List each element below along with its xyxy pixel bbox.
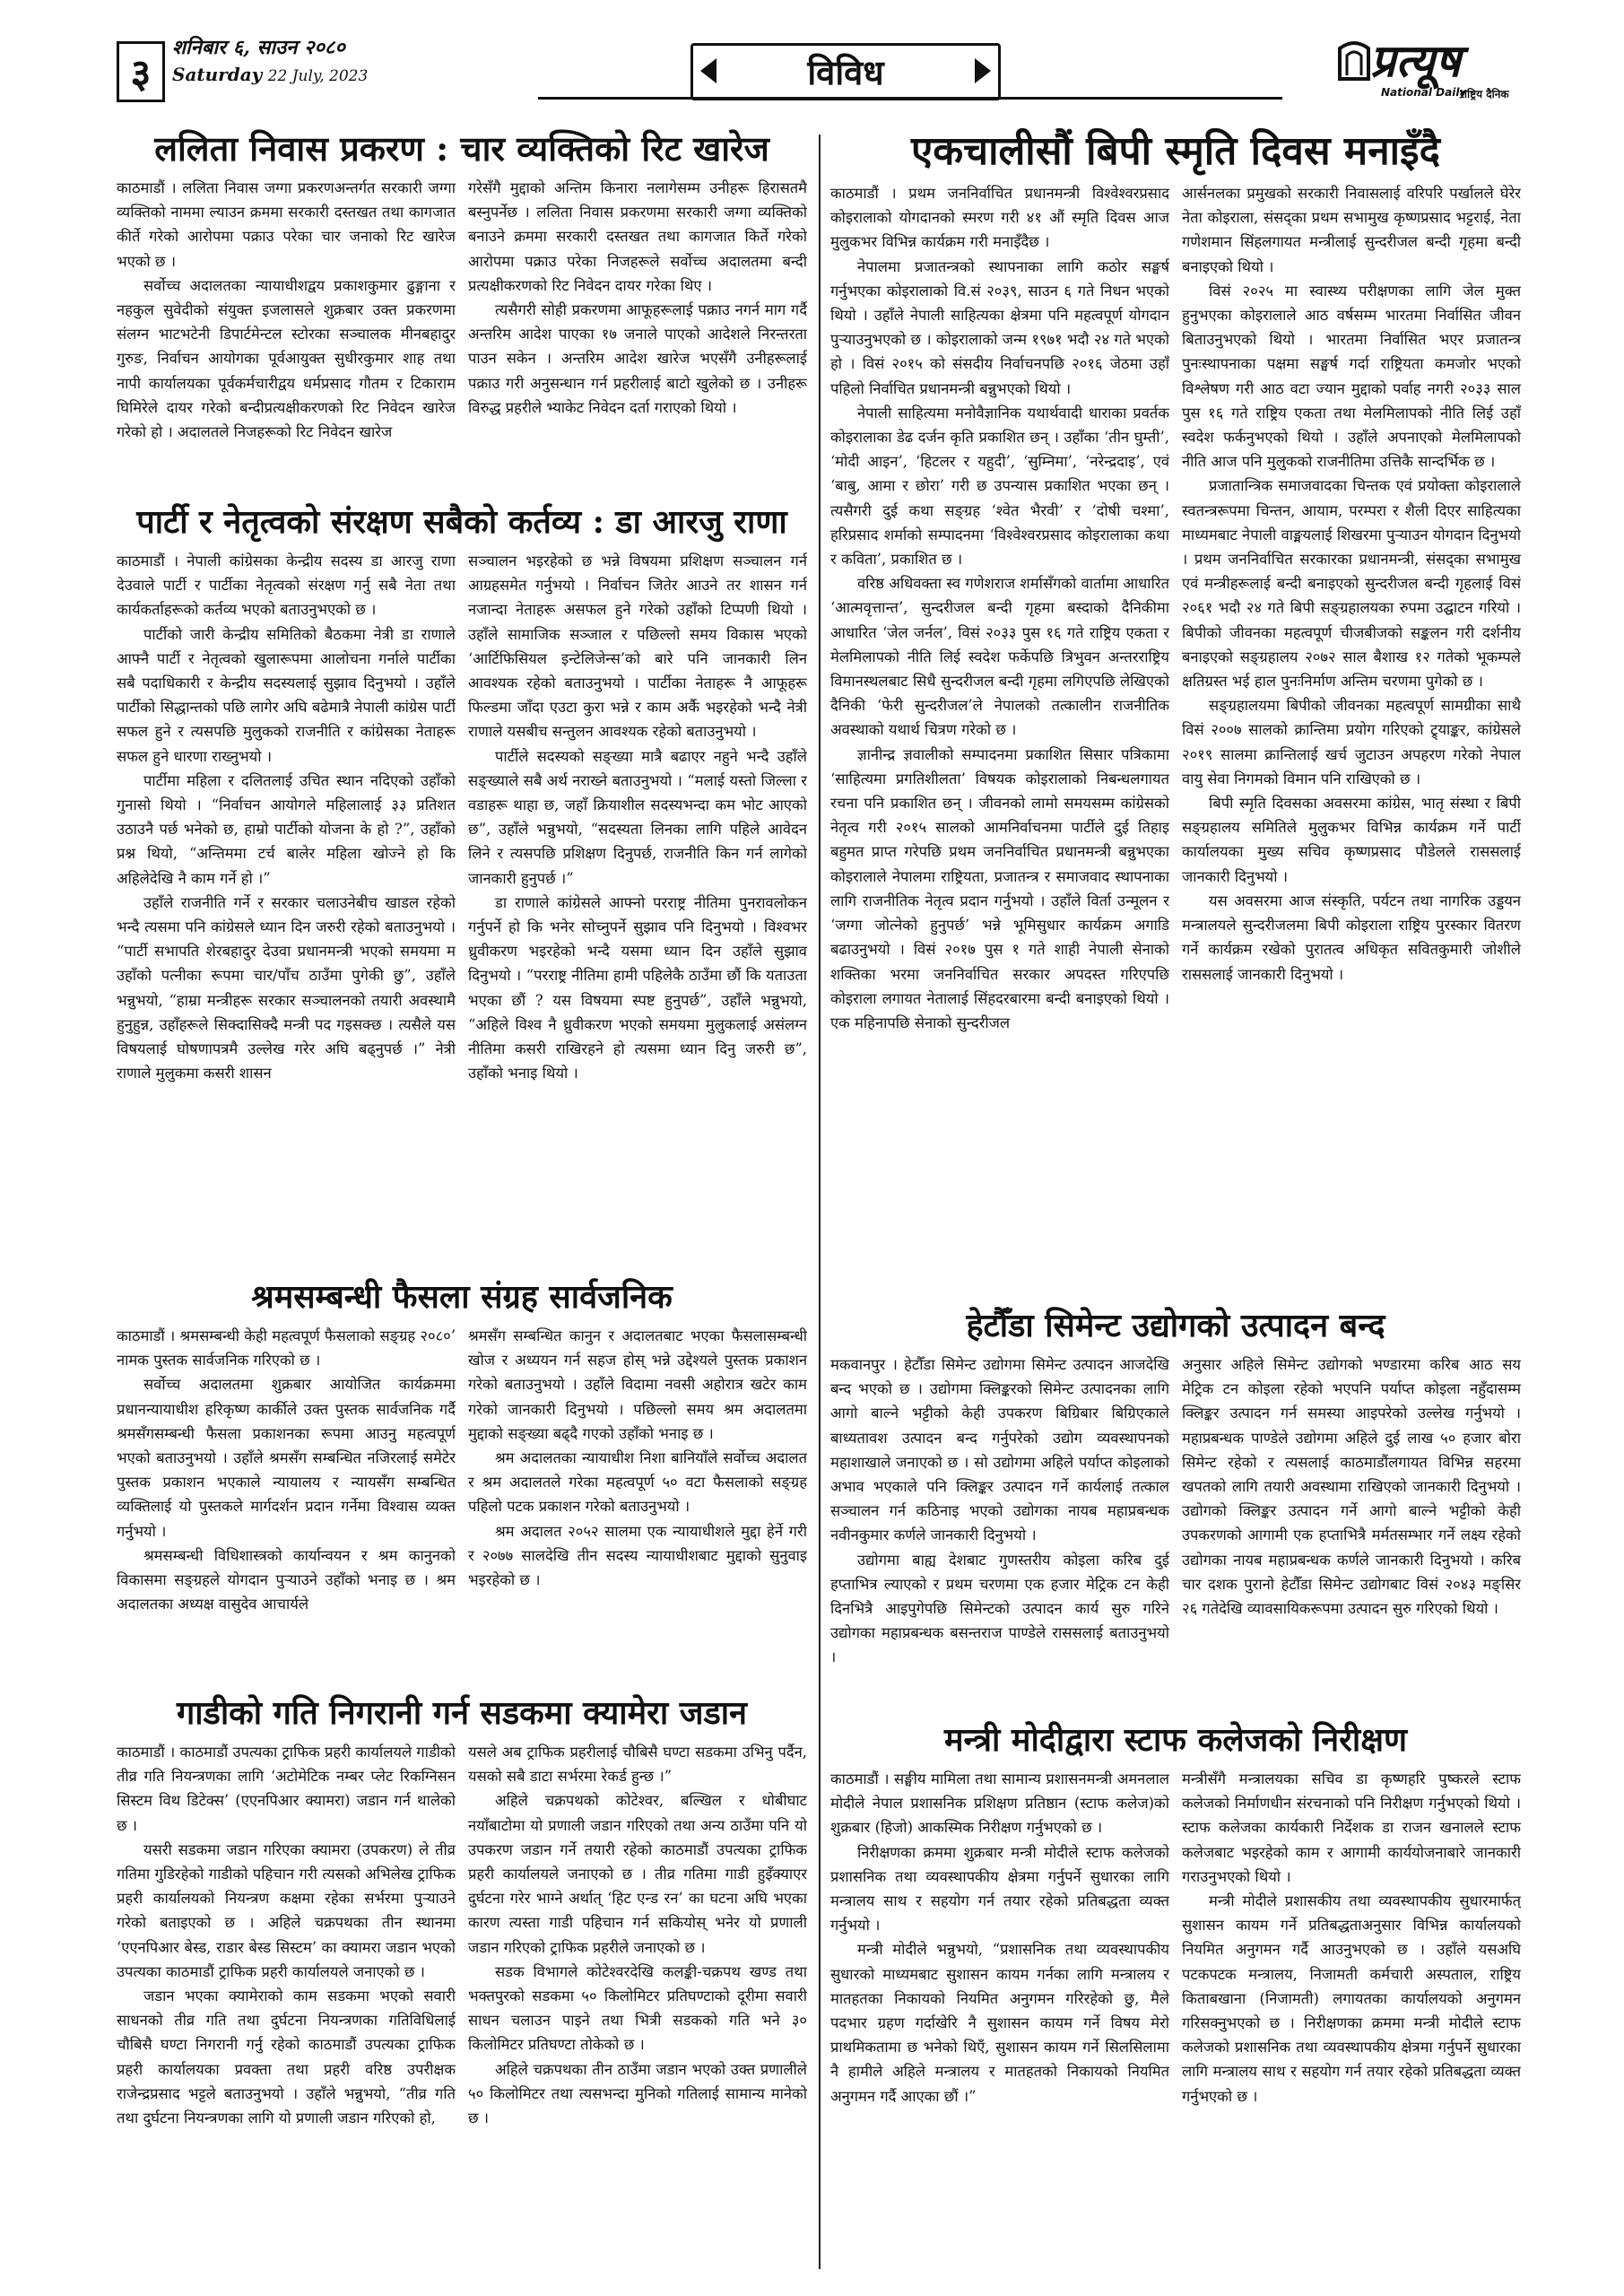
article-lalita bbox=[117, 126, 807, 172]
article-shram bbox=[117, 1274, 807, 1320]
paragraph: सर्वोच्च अदालतमा शुक्रबार आयोजित कार्यक्रममा प्रधानन्यायाधीश हरिकृष्ण कार्कीले उक्त पुस्तक सार्वजनिक गर्दै श्रमसँगसम्बन्धी फैसला प्रकाशनका रूपमा आउनु महत्वपूर्ण भएको बताउनुभयो । उहाँले श्रमसँग सम्बन्धित नजिरलाई समेटेर पुस्तक प्रकाशन भएकाले न्यायालय र न्यायसँग सम्बन्धित व्यक्तिलाई यो पुस्तकले मार्गदर्शन प्रदान गर्नेमा विश्वास व्यक्त गर्नुभयो । bbox=[117, 1376, 456, 1540]
paragraph: काठमाडौं । श्रमसम्बन्धी केही महत्वपूर्ण फैसलाको सङ्ग्रह २०८०’ नामक पुस्तक सार्वजनिक गरिएको छ । bbox=[117, 1327, 456, 1370]
triangle-left-icon bbox=[700, 58, 716, 83]
paragraph: यस अवसरमा आज संस्कृति, पर्यटन तथा नागरिक उड्डयन मन्त्रालयले सुन्दरीजलमा बिपी कोइराला राष्ट्रिय पुरस्कार वितरण गर्ने कार्यक्रम रखेको पुरातत्व अधिकृत सवितकुमारी जोशीले राससलाई जानकारी दिनुभयो । bbox=[1182, 891, 1521, 983]
paragraph: नेपालमा प्रजातन्त्रको स्थापनाका लागि कठोर सङ्घर्ष गर्नुभएका कोइरालाको वि.सं २०३९, साउन ६ गते निधन भएको थियो । उहाँले नेपाली साहित्यका क्षेत्रमा पनि महत्वपूर्ण योगदान पुर्‍याउनुभएको छ । कोइरालाको जन्म १९७१ भदौ २४ गते भएको हो । विसं २०१५ को संसदीय निर्वाचनपछि २०१६ जेठमा उहाँ पहिलो निर्वाचित प्रधानमन्त्री बन्नुभएको थियो । bbox=[830, 257, 1169, 397]
paragraph: नेपाली साहित्यमा मनोवैज्ञानिक यथार्थवादी धाराका प्रवर्तक कोइरालाका डेढ दर्जन कृति प्रकाशित छन् । उहाँका ‘तीन घुम्ती’, ‘मोदी आइन’, ‘हिटलर र यहुदी’, ‘सुम्निमा’, ‘नरेन्द्रदाइ’, एवं ‘बाबु, आमा र छोरा’ गरी छ उपन्यास प्रकाशित भएका छन् । त्यसैगरी दुई कथा सङ्ग्रह ‘श्वेत भैरवी’ र ‘दोषी चश्मा’, हरिप्रसाद शर्माको सम्पादनमा ‘विश्वेश्वरप्रसाद कोइरालाका कथा र कविता’, प्रकाशित छ । bbox=[830, 404, 1169, 569]
triangle-right-icon bbox=[975, 58, 991, 83]
article-column bbox=[830, 1352, 1169, 1711]
paragraph: सञ्चालन भइरहेको छ भन्ने विषयमा प्रशिक्षण सञ्चालन गर्न आग्रहसमेत गर्नुभयो । निर्वाचन जितेर आउने तर शासन गर्न नजान्दा नेताहरू असफल हुने गरेको उहाँको टिप्पणी थियो । उहाँले सामाजिक सञ्जाल र पछिल्लो समय विकास भएको ‘आर्टिफिसियल इन्टेलिजेन्स’को बारे पनि जानकारी लिन आवश्यक रहेको बताउनुभयो । पार्टीका नेताहरू नै आफूहरू फिल्डमा जाँदा एउटा कुरा भन्ने र काम अर्कै भइरहेको भन्दै नेत्री राणाले यसबीच सन्तुलन आवश्यक रहेको बताउनुभयो । bbox=[468, 552, 807, 741]
paragraph: श्रम अदालत २०५२ सालमा एक न्यायाधीशले मुद्दा हेर्ने गरी र २०७७ सालदेखि तीन सदस्य न्यायाधीशबाट मुद्दाको सुनुवाइ भइरहेको छ । bbox=[468, 1522, 807, 1589]
article-column bbox=[468, 1324, 807, 1683]
date-english-day: Saturday bbox=[172, 64, 263, 85]
paragraph: श्रम अदालतका न्यायाधीश निशा बानियाँले सर्वोच्च अदालत र श्रम अदालतले गरेका महत्वपूर्ण ५० वटा फैसलाको सङ्ग्रह पहिलो पटक प्रकाशन गरेको बताउनुभयो । bbox=[468, 1449, 807, 1516]
paragraph: काठमाडौं । प्रथम जननिर्वाचित प्रधानमन्त्री विश्वेश्वरप्रसाद कोइरालाको योगदानको स्मरण गरी ४१ औं स्मृति दिवस आज मुलुकभर विभिन्न कार्यक्रम गरी मनाइँदैछ । bbox=[830, 185, 1169, 251]
masthead-emblem-icon bbox=[1336, 39, 1372, 83]
article-column bbox=[1182, 1767, 1521, 2269]
paragraph: बिपी स्मृति दिवसका अवसरमा कांग्रेस, भातृ संस्था र बिपी सङ्ग्रहालय समितिले मुलुकभर विभिन्न कार्यक्रम गर्ने पार्टी कार्यालयका मुख्य सचिव कृष्णप्रसाद पौडेलले राससलाई जानकारी दिनुभयो । bbox=[1182, 795, 1521, 885]
paragraph: श्रमसँग सम्बन्धित कानुन र अदालतबाट भएका फैसलासम्बन्धी खोज र अध्ययन गर्न सहज होस् भन्ने उद्देश्यले पुस्तक प्रकाशन गरेको बताउनुभयो । उहाँले विदामा नवसी अहोरात्र खटेर काम गरेको जानकारी दिनुभयो । पछिल्लो समय श्रम अदालतमा मुद्दाको सङ्ख्या बढ्दै गएको उहाँको भनाइ छ । bbox=[468, 1327, 807, 1442]
paragraph: त्यसैगरी सोही प्रकरणमा आफूहरूलाई पक्राउ नगर्न माग गर्दै अन्तरिम आदेश पाएका १७ जनाले पाएको आदेशले निरन्तरता पाउन सकेन । अन्तरिम आदेश खारेज भएसँगै उनीहरूलाई पक्राउ गरी अनुसन्धान गर्न प्रहरीलाई बाटो खुलेको छ । उनीहरू विरुद्ध प्रहरीले भ्याकेट निवेदन दर्ता गराएको थियो । bbox=[468, 301, 807, 416]
paragraph: निरीक्षणका क्रममा शुक्रबार मन्त्री मोदीले स्टाफ कलेजको प्रशासनिक तथा व्यवस्थापकीय क्षेत्रमा गर्नुपर्ने सुधारका लागि मन्त्रालय साथ र सहयोग गर्न तयार रहेको प्रतिबद्धता व्यक्त गर्नुभयो । bbox=[830, 1843, 1169, 1935]
headline: पार्टी र नेतृत्वको संरक्षण सबैको कर्तव्य : डा आरजु राणा bbox=[136, 503, 787, 541]
article-column bbox=[468, 176, 807, 490]
article-column bbox=[830, 181, 1169, 1293]
article-column bbox=[117, 176, 456, 490]
page-number: ३ bbox=[117, 41, 165, 102]
masthead-english: National Daily bbox=[1381, 86, 1467, 99]
paragraph: अनुसार अहिले सिमेन्ट उद्योगको भण्डारमा करिब आठ सय मेट्रिक टन कोइला रहेको भएपनि पर्याप्त कोइला नहुँदासम्म क्लिङ्कर उत्पादन गर्न समस्या आइपरेको उल्लेख गर्नुभयो । महाप्रबन्धक पाण्डेले उद्योगमा अहिले दुई लाख ५० हजार बोरा सिमेन्ट रहेको र त्यसलाई काठमाडौंलगायत विभिन्न सहरमा खपतको लागि तयारी अवस्थामा राखिएको जानकारी दिनुभयो । उद्योगको क्लिङ्कर उत्पादन गर्ने आगो बाल्ने भट्टीको केही उपकरणको आगामी एक हप्ताभित्रै मर्मतसम्भार गर्ने लक्ष्य रहेको उद्योगका नायब महाप्रबन्धक कर्णले जानकारी दिनुभयो । करिब चार दशक पुरानो हेटौँडा सिमेन्ट उद्योगबाट विसं २०४३ मङ्सिर २६ गतेदेखि व्यावसायिकरूपमा उत्पादन सुरु गरिएको थियो । bbox=[1182, 1356, 1521, 1618]
paragraph: काठमाडौं । ललिता निवास जग्गा प्रकरणअन्तर्गत सरकारी जग्गा व्यक्तिको नाममा ल्याउन क्रममा सरकारी दस्तखत तथा कागजात कीर्ते गरेको आरोपमा पक्राउ परेका चार जनाको रिट खारेज भएको छ । bbox=[117, 179, 456, 270]
headline: एकचालीसौं बिपी स्मृति दिवस मनाइँदै bbox=[911, 128, 1440, 174]
article-column bbox=[1182, 1352, 1521, 1711]
paragraph: श्रमसम्बन्धी विधिशास्त्रको कार्यान्वयन र श्रम कानुनको विकासमा सङ्ग्रहले योगदान पुर्‍याउने उहाँको भनाइ छ । श्रम अदालतका अध्यक्ष वासुदेव आचार्यले bbox=[117, 1546, 456, 1613]
article-aarju bbox=[117, 499, 807, 545]
article-column bbox=[468, 549, 807, 1266]
article-hetauda-body bbox=[830, 1352, 1521, 1711]
paragraph: वरिष्ठ अधिवक्ता स्व गणेशराज शर्मासँगको वार्तामा आधारित ‘आत्मवृत्तान्त’, सुन्दरीजल बन्दी गृहमा बस्दाको दैनिकीमा आधारित ‘जेल जर्नल’, विसं २०३३ पुस १६ गते राष्ट्रिय एकता र मेलमिलापको नीति लिई स्वदेश फर्केपछि त्रिभुवन अन्तरराष्ट्रिय विमानस्थलबाट सिधै सुन्दरीजल बन्दी गृहमा लगिएपछि लेखिएको दैनिकी ‘फेरी सुन्दरीजल’ले नेपालको तत्कालीन राजनीतिक अवस्थाको यथार्थ चित्रण गरेको छ । bbox=[830, 575, 1169, 739]
paragraph: यसरी सडकमा जडान गरिएका क्यामरा (उपकरण) ले तीव्र गतिमा गुडिरहेको गाडीको पहिचान गरी त्यसको अभिलेख ट्राफिक प्रहरी कार्यालयको नियन्त्रण कक्षमा रहेका सर्भरमा पुऱ्याउने गरेको बताइएको छ । अहिले चक्रपथका तीन स्थानमा ‘एएनपिआर बेस्ड, राडार बेस्ड सिस्टम’ का क्यामरा जडान भएको उपत्यका काठमाडौं ट्राफिक प्रहरी कार्यालयले जनाएको छ । bbox=[117, 1840, 456, 1980]
article-column bbox=[468, 1740, 807, 2269]
headline: गाडीको गति निगरानी गर्न सडकमा क्यामेरा जडान bbox=[176, 1694, 748, 1732]
article-aarju-body bbox=[117, 549, 807, 1266]
paragraph: अहिले चक्रपथको कोटेश्वर, बल्खिल र धोबीघाट नयाँबाटोमा यो प्रणाली जडान गरिएको तथा अन्य ठाउँमा पनि यो उपकरण जडान गर्ने तयारी रहेको काठमाडौं उपत्यका ट्राफिक प्रहरी कार्यालयले जनाएको छ । तीव्र गतिमा गाडी हुइँक्याएर दुर्घटना गरेर भाग्ने अर्थात् ‘हिट एन्ड रन’ का घटना अघि भएका कारण त्यस्ता गाडी पहिचान गर्न सकियोस् भनेर यो प्रणाली जडान गरिएको ट्राफिक प्रहरीले जनाएको छ । bbox=[468, 1792, 807, 1956]
paragraph: सर्वोच्च अदालतका न्यायाधीशद्वय प्रकाशकुमार ढुङ्गाना र नहकुल सुवेदीको संयुक्त इजलासले शुक्रबार उक्त प्रकरणमा संलग्न भाटभटेनी डिपार्टमेन्टल स्टोरका सञ्चालक मीनबहादुर गुरुङ, निर्वाचन आयोगका पूर्वआयुक्त सुधीरकुमार शाह तथा नापी कार्यालयका पूर्वकर्मचारीद्वय धर्मप्रसाद गौतम र टिकाराम घिमिरेले दायर गरेको बन्दीप्रत्यक्षीकरणको रिट निवेदन खारेज गरेको हो । अदालतले निजहरूको रिट निवेदन खारेज bbox=[117, 276, 456, 441]
paragraph: काठमाडौं । सङ्घीय मामिला तथा सामान्य प्रशासनमन्त्री अमनलाल मोदीले नेपाल प्रशासनिक प्रशिक्षण प्रतिष्ठान (स्टाफ कलेज)को शुक्रबार (हिजो) आकस्मिक निरीक्षण गर्नुभएको छ । bbox=[830, 1770, 1169, 1837]
paragraph: मन्त्रीसँगै मन्त्रालयका सचिव डा कृष्णहरि पुष्करले स्टाफ कलेजको निर्माणधीन संरचनाको पनि निरीक्षण गर्नुभएको थियो । स्टाफ कलेजका कार्यकारी निर्देशक डा राजन खनालले स्टाफ कलेजबाट भइरहेको काम र आगामी कार्ययोजनाबारे जानकारी गराउनुभएको थियो । bbox=[1182, 1770, 1521, 1885]
article-hetauda bbox=[830, 1302, 1521, 1349]
paragraph: मन्त्री मोदीले प्रशासकीय तथा व्यवस्थापकीय सुधारमार्फत् सुशासन कायम गर्ने प्रतिबद्धताअनुसार विभिन्न कार्यालयको नियमित अनुगमन गर्दै आउनुभएको छ । उहाँले यसअघि पटकपटक मन्त्रालय, निजामती कर्मचारी अस्पताल, राष्ट्रिय किताबखाना (निजामती) लगायतका कार्यालयको अनुगमन गरिसक्नुभएको छ । निरीक्षणका क्रममा मन्त्री मोदीले स्टाफ कलेजको प्रशासनिक तथा व्यवस्थापकीय क्षेत्रमा गर्नुपर्ने सुधारका लागि मन्त्रालय साथ र सहयोग गर्न तयार रहेको प्रतिबद्धता व्यक्त गर्नुभएको छ । bbox=[1182, 1892, 1521, 2105]
article-modi bbox=[830, 1717, 1521, 1763]
article-gadi bbox=[117, 1690, 807, 1736]
paragraph: उहाँले राजनीति गर्ने र सरकार चलाउनेबीच खाडल रहेको भन्दै त्यसमा पनि कांग्रेसले ध्यान दिन जरुरी रहेको बताउनुभयो । “पार्टी सभापति शेरबहादुर देउवा प्रधानमन्त्री भएको समयमा म उहाँको पत्नीका रूपमा चार/पाँच ठाउँमा पुगेकी छु”, उहाँले भन्नुभयो, “हाम्रा मन्त्रीहरू सरकार सञ्चालनको तयारी अवस्थामै हुनुहुन्न, उहाँहरूले सिक्दासिक्दै मन्त्री पद गइसक्छ । त्यसैले यस विषयलाई घोषणापत्रमै उल्लेख गरेर अघि बढ्नुपर्छ ।” नेत्री राणाले मुलुकमा कसरी शासन bbox=[117, 893, 456, 1083]
article-bp bbox=[830, 126, 1521, 178]
article-gadi-body bbox=[117, 1740, 807, 2269]
masthead-title: प्रत्यूष bbox=[1370, 34, 1461, 87]
headline: ललिता निवास प्रकरण : चार व्यक्तिको रिट खारेज bbox=[154, 128, 769, 169]
paragraph: प्रजातान्त्रिक समाजवादका चिन्तक एवं प्रयोक्ता कोइरालाले स्वतन्त्ररूपमा चिन्तन, आयाम, परम्परा र शैली दिएर साहित्यका माध्यमबाट नेपाली वाङ्मयलाई शिखरमा पुर्‍याउन योगदान दिनुभयो । प्रथम जननिर्वाचित सरकारका प्रधानमन्त्री, संसद्का सभामुख एवं मन्त्रीहरूलाई बन्दी बनाइएको सुन्दरीजल बन्दी गृहलाई विसं २०६१ भदौ २४ गते बिपी सङ्ग्रहालयका रुपमा उद्घाटन गरियो । बिपीको जीवनका महत्वपूर्ण चीजबीजको सङ्कलन गरी दर्शनीय बनाइएको सङ्ग्रहालय २०७२ साल बैशाख १२ गतेको भूकम्पले क्षतिग्रस्त भई हाल पुनःनिर्माण अन्तिम चरणमा पुगेको छ । bbox=[1182, 477, 1521, 691]
masthead bbox=[1336, 34, 1524, 106]
section-label-box bbox=[690, 43, 1001, 100]
date-box bbox=[172, 34, 387, 90]
paragraph: डा राणाले कांग्रेसले आफ्नो परराष्ट्र नीतिमा पुनरावलोकन गर्नुपर्ने हो कि भनेर सोच्नुपर्ने सुझाव पनि दिनुभयो । विश्वभर ध्रुवीकरण भइरहेको भन्दै यसमा ध्यान दिन उहाँले सुझाव दिनुभयो । “परराष्ट्र नीतिमा हामी पहिलेकै ठाउँमा छौं कि यताउता भएका छौं ? यस विषयमा स्पष्ट हुनुपर्छ”, उहाँले भन्नुभयो, “अहिले विश्व नै ध्रुवीकरण भएको समयमा मुलुकलाई असंलग्न नीतिमा कसरी राखिरहने हो त्यसमा ध्यान दिनु जरुरी छ”, उहाँको भनाइ थियो । bbox=[468, 893, 807, 1083]
paragraph: ज्ञानीन्द्र ज्ञवालीको सम्पादनमा प्रकाशित सिसार पत्रिकामा ‘साहित्यमा प्रगतिशीलता’ विषयक कोइरालाको निबन्धलगायत रचना पनि प्रकाशित छन् । जीवनको लामो समयसम्म कांग्रेसको नेतृत्व गरी २०१५ सालको आमनिर्वाचनमा पार्टीले दुई तिहाइ बहुमत प्राप्त गरेपछि प्रथम जननिर्वाचित प्रधानमन्त्री बन्नुभएका कोइरालाले नेपालमा राष्ट्रियता, प्रजातन्त्र र समाजवाद स्थापनाका लागि राजनीतिक नेतृत्व प्रदान गर्नुभयो । उहाँले विर्ता उन्मूलन र ‘जग्गा जोत्नेको हुनुपर्छ’ भन्ने भूमिसुधार कार्यक्रम अगाडि बढाउनुभयो । विसं २०१७ पुस १ गते शाही नेपाली सेनाको शक्तिका भरमा जननिर्वाचित सरकार अपदस्त गरिएपछि कोइराला लगायत नेतालाई सिंहदरबारमा बन्दी बनाइएको थियो । एक महिनापछि सेनाको सुन्दरीजल bbox=[830, 745, 1169, 1031]
paragraph: आर्सनलका प्रमुखको सरकारी निवासलाई वरिपरि पर्खालले घेरेर नेता कोइराला, संसद्का प्रथम सभामुख कृष्णप्रसाद भट्टराई, नेता गणेशमान सिंहलगायत मन्त्रीलाई सुन्दरीजल बन्दी गृहमा बन्दी बनाइएको थियो । bbox=[1182, 185, 1521, 275]
page-header bbox=[117, 34, 1515, 108]
article-lalita-body bbox=[117, 176, 807, 490]
article-bp-body bbox=[830, 181, 1521, 1293]
paragraph: यसले अब ट्राफिक प्रहरीलाई चौबिसै घण्टा सडकमा उभिनु पर्दैन, यसको सबै डाटा सर्भरमा रेकर्ड हुन्छ ।” bbox=[468, 1744, 807, 1786]
paragraph: गरेसँगै मुद्दाको अन्तिम किनारा नलागेसम्म उनीहरू हिरासतमै बस्नुपर्नेछ । ललिता निवास प्रकरणमा सरकारी जग्गा व्यक्तिको बनाउने क्रममा सरकारी दस्तखत तथा कागजात किर्ते गरेको आरोपमा पक्राउ परेका निजहरूले सर्वोच्च अदालतमा बन्दी प्रत्यक्षीकरणको रिट निवेदन दायर गरेका थिए । bbox=[468, 179, 807, 294]
paragraph: काठमाडौं । काठमाडौं उपत्यका ट्राफिक प्रहरी कार्यालयले गाडीको तीव्र गति नियन्त्रणका लागि ‘अटोमेटिक नम्बर प्लेट रिकग्निसन सिस्टम विथ डिटेक्स’ (एएनपिआर क्यामरा) जडान गर्न थालेको छ । bbox=[117, 1744, 456, 1834]
paragraph: पार्टीले सदस्यको सङ्ख्या मात्रै बढाएर नहुने भन्दै उहाँले सङ्ख्याले सबै अर्थ नराख्ने बताउनुभयो । “मलाई यस्तो जिल्ला र वडाहरू थाहा छ, जहाँ क्रियाशील सदस्यभन्दा कम भोट आएको छ”, उहाँले भन्नुभयो, “सदस्यता लिनका लागि पहिले आवेदन लिने र त्यसपछि प्रशिक्षण दिनुपर्छ, राजनीति किन गर्न लागेको जानकारी हुनुपर्छ ।” bbox=[468, 747, 807, 887]
paragraph: उद्योगमा बाह्य देशबाट गुणस्तरीय कोइला करिब दुई हप्ताभित्र ल्याएको र प्रथम चरणमा एक हजार मेट्रिक टन केही दिनभित्रै आइपुगेपछि सिमेन्टको उत्पादन कार्य सुरु गरिने उद्योगका महाप्रबन्धक बसन्तराज पाण्डेले राससलाई बताउनुभयो । bbox=[830, 1551, 1169, 1666]
article-column bbox=[117, 1740, 456, 2269]
paragraph: मकवानपुर । हेटौँडा सिमेन्ट उद्योगमा सिमेन्ट उत्पादन आजदेखि बन्द भएको छ । उद्योगमा क्लिङ्करको सिमेन्ट उत्पादनका लागि आगो बाल्ने भट्टीको केही उपकरण बिग्रिबार बिग्रिएकाले बाध्यतावश उत्पादन बन्द गर्नुपरेको उद्योग व्यवस्थापनको महाशाखाले जनाएको छ । सो उद्योगमा अहिले पर्याप्त कोइलाको अभाव भएकाले पनि क्लिङ्कर उत्पादन गर्ने कार्यलाई तत्काल सञ्चालन गर्न कठिनाइ भएको उद्योगका नायब महाप्रबन्धक नवीनकुमार कर्णले जानकारी दिनुभयो । bbox=[830, 1356, 1169, 1544]
article-column bbox=[1182, 181, 1521, 1293]
section-title: विविध bbox=[807, 52, 884, 92]
article-column bbox=[117, 549, 456, 1266]
article-shram-body bbox=[117, 1324, 807, 1683]
paragraph: काठमाडौं । नेपाली कांग्रेसका केन्द्रीय सदस्य डा आरजु राणा देउवाले पार्टी र पार्टीका नेतृत्वको संरक्षण गर्नु सबै नेता तथा कार्यकर्ताहरूको कर्तव्य भएको बताउनुभएको छ । bbox=[117, 552, 456, 619]
date-english bbox=[172, 61, 387, 90]
paragraph: पार्टीमा महिला र दलितलाई उचित स्थान नदिएको उहाँको गुनासो थियो । “निर्वाचन आयोगले महिलालाई ३३ प्रतिशत उठाउनै पर्छ भनेको छ, हाम्रो पार्टीको योजना के हो ?”, उहाँको प्रश्न थियो, “अन्तिममा टर्च बालेर महिला खोज्ने हो कि अहिलेदेखि नै काम गर्ने हो ।” bbox=[117, 771, 456, 887]
headline: श्रमसम्बन्धी फैसला संग्रह सार्वजनिक bbox=[251, 1278, 673, 1316]
article-modi-body bbox=[830, 1767, 1521, 2269]
column-divider bbox=[819, 135, 821, 2269]
paragraph: मन्त्री मोदीले भन्नुभयो, “प्रशासनिक तथा व्यवस्थापकीय सुधारको माध्यमबाट सुशासन कायम गर्नका लागि मन्त्रालय र मातहतका निकायको नियमित अनुगमन गरिरहेको छु, मैले पदभार ग्रहण गर्दाखेरि नै सुशासन कायम गर्ने विषय मेरो प्राथमिकतामा छ भनेको थिएँ, सुशासन कायम गर्ने सिलसिलामा नै हामीले अहिले मन्त्रालय र मातहतको निकायको नियमित अनुगमन गर्दै आएका छौं ।” bbox=[830, 1941, 1169, 2105]
article-column bbox=[830, 1767, 1169, 2269]
paragraph: अहिले चक्रपथका तीन ठाउँमा जडान भएको उक्त प्रणालीले ५० किलोमिटर तथा त्यसभन्दा मुनिको गतिलाई सामान्य मानेको छ । bbox=[468, 2060, 807, 2127]
masthead-nepali: राष्ट्रिय दैनिक bbox=[1460, 88, 1509, 100]
article-column bbox=[117, 1324, 456, 1683]
paragraph: जडान भएका क्यामेराको काम सडकमा भएको सवारी साधनको तीव्र गति तथा दुर्घटना नियन्त्रणका गतिविधिलाई चौबिसै घण्टा निगरानी गर्नु रहेको काठमाडौं उपत्यका ट्राफिक प्रहरी कार्यालयका प्रवक्ता तथा प्रहरी वरिष्ठ उपरीक्षक राजेन्द्रप्रसाद भट्टले बताउनुभयो । उहाँले भन्नुभयो, “तीव्र गति तथा दुर्घटना नियन्त्रणका लागि यो प्रणाली जडान गरिएको हो, bbox=[117, 1987, 456, 2127]
date-nepali: शनिबार ६, साउन २०८० bbox=[172, 36, 345, 59]
paragraph: सङ्ग्रहालयमा बिपीको जीवनका महत्वपूर्ण सामग्रीका साथै विसं २००७ सालको क्रान्तिमा प्रयोग गरिएको ट्र्याङ्कर, कांग्रेसले २०१९ सालमा क्रान्तिलाई खर्च जुटाउन अपहरण गरेको नेपाल वायु सेवा निगमको विमान पनि राखिएको छ । bbox=[1182, 697, 1521, 787]
paragraph: पार्टीको जारी केन्द्रीय समितिको बैठकमा नेत्री डा राणाले आफ्नै पार्टी र नेतृत्वको खुलारूपमा आलोचना गर्नाले पार्टीका सबै पदाधिकारी र केन्द्रीय सदस्यलाई सुझाव दिनुभयो । उहाँले पार्टीको सिद्धान्तको पछि लागेर अघि बढेमात्रै नेपाली कांग्रेस पार्टी सफल हुने र त्यसपछि मुलुकको राजनीति र कांग्रेसका नेताहरू सफल हुने धारणा राख्नुभयो । bbox=[117, 625, 456, 765]
headline: हेटौँडा सिमेन्ट उद्योगको उत्पादन बन्द bbox=[966, 1307, 1385, 1344]
paragraph: विसं २०२५ मा स्वास्थ्य परीक्षणका लागि जेल मुक्त हुनुभएका कोइरालाले आठ वर्षसम्म भारतमा निर्वासित जीवन बिताउनुभएको थियो । भारतमा निर्वासित भएर प्रजातन्त्र पुनःस्थापनाका पक्षमा सङ्घर्ष गर्दा राष्ट्रियता कमजोर भएको विश्लेषण गरी आठ वटा ज्यान मुद्दाको पर्वाह नगरी २०३३ साल पुस १६ गते राष्ट्रिय एकता तथा मेलमिलापको नीति लिई उहाँ स्वदेश फर्कनुभएको थियो । उहाँले अपनाएको मेलमिलापको नीति आज पनि मुलुकको राजनीतिमा उत्तिकै सान्दर्भिक छ । bbox=[1182, 282, 1521, 471]
date-english-date: 22 July, 2023 bbox=[267, 67, 369, 85]
headline: मन्त्री मोदीद्वारा स्टाफ कलेजको निरीक्षण bbox=[943, 1721, 1408, 1759]
paragraph: सडक विभागले कोटेश्वरदेखि कलङ्की-चक्रपथ खण्ड तथा भक्तपुरको सडकमा ५० किलोमिटर प्रतिघण्टाको दूरीमा सवारी साधन चलाउन पाइने तथा भित्री सडकको गति भने ३० किलोमिटर प्रतिघण्टा तोकेको छ । bbox=[468, 1962, 807, 2054]
